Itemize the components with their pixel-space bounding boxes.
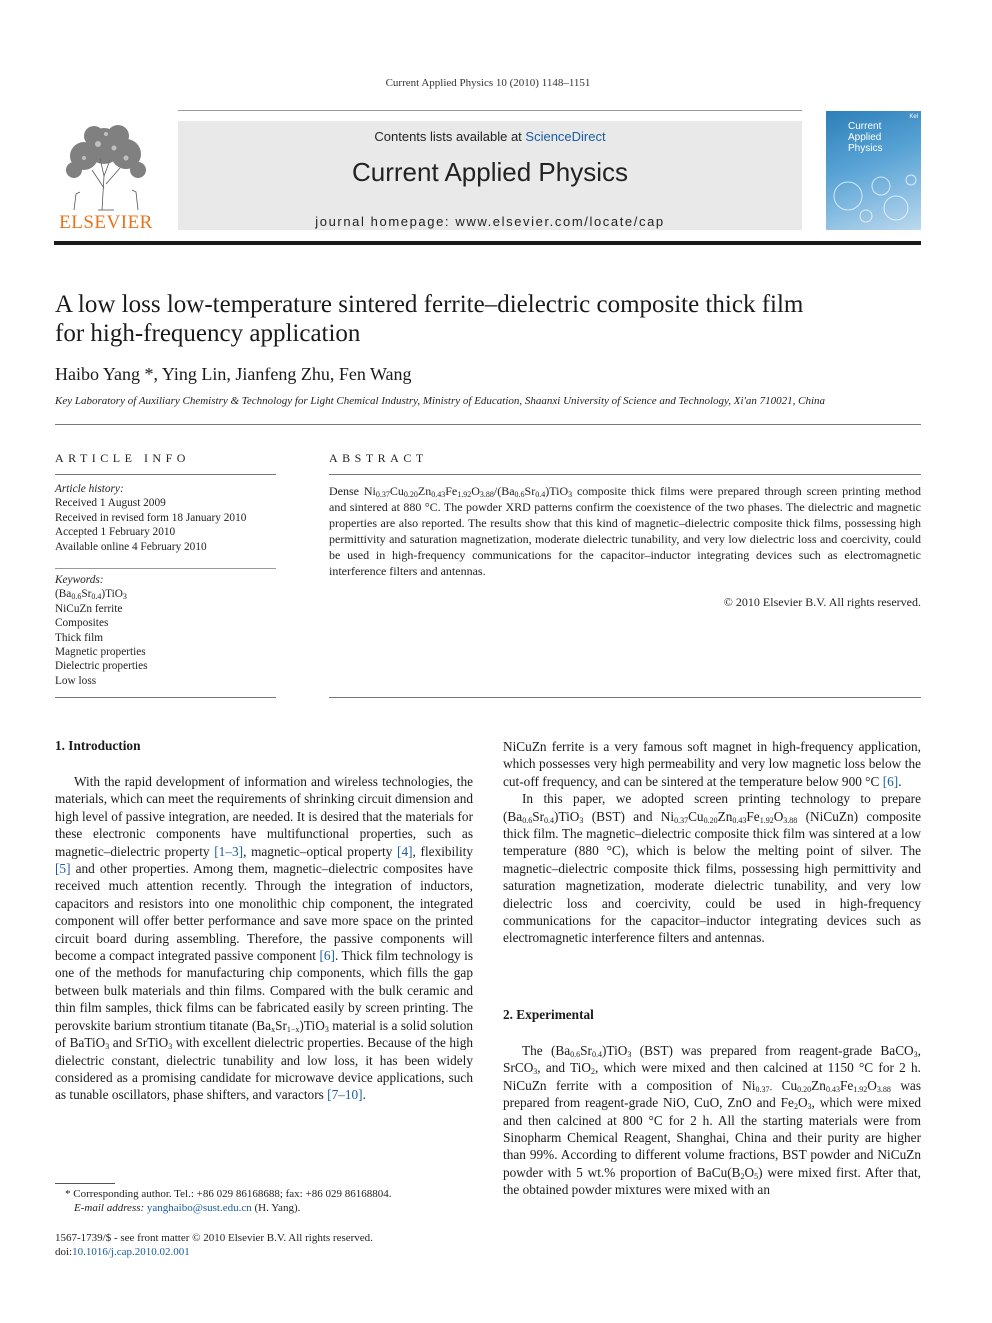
author-list: Haibo Yang *, Ying Lin, Jianfeng Zhu, Fen Wang	[55, 364, 412, 384]
article-info-bottom-rule	[55, 697, 276, 698]
section-heading-introduction: 1. Introduction	[55, 738, 141, 753]
cover-bubbles-icon	[826, 166, 921, 230]
email-suffix: (H. Yang).	[251, 1202, 301, 1214]
citation-link[interactable]: [6]	[882, 773, 899, 789]
email-label: E-mail address:	[74, 1202, 147, 1214]
email-link[interactable]: yanghaibo@sust.edu.cn	[146, 1202, 252, 1214]
citation-link[interactable]: [7–10]	[327, 1087, 363, 1103]
sciencedirect-link[interactable]: ScienceDirect	[525, 129, 606, 144]
contents-line	[178, 129, 802, 144]
corresponding-author-note: * Corresponding author. Tel.: +86 029 86168688; fax: +86 029 86168804.	[65, 1188, 392, 1200]
footnote	[55, 1187, 475, 1215]
citation-link[interactable]: [6]	[319, 948, 335, 964]
citation-link[interactable]: [5]	[55, 861, 71, 877]
history-item: Accepted 1 February 2010	[55, 526, 176, 539]
abstract-heading: ABSTRACT	[329, 451, 428, 465]
tree-logo-icon	[54, 118, 158, 214]
journal-homepage[interactable]: journal homepage: www.elsevier.com/locate/cap	[315, 214, 665, 229]
doi-link[interactable]: 10.1016/j.cap.2010.02.001	[72, 1246, 190, 1258]
article-title	[55, 290, 925, 348]
keyword-item: Magnetic properties	[55, 646, 146, 659]
keywords-rule	[55, 568, 276, 569]
history-item: Received 1 August 2009	[55, 497, 166, 510]
journal-name: Current Applied Physics	[351, 157, 629, 187]
title-rule	[55, 424, 921, 425]
title-line: for high-frequency application	[55, 320, 361, 347]
article-info-rule	[55, 474, 276, 475]
article-info-heading: ARTICLE INFO	[55, 451, 190, 465]
footnote-rule	[55, 1183, 115, 1184]
section-heading-experimental: 2. Experimental	[503, 1007, 594, 1022]
keyword-item: Thick film	[55, 631, 104, 644]
introduction-continued: NiCuZn ferrite is a very famous soft magnet in high-frequency application, which possesses very high permeability and very low magnetic loss below the cut-off frequency, and can be sintered at the temperature below 900 °C [6]. In this paper, we adopted screen printing technology to prepare $(Ba_{0.6}Sr_{0.4})TiO_3$ (BST) and $Ni_{0.37}Cu_{0.20}Zn_{0.43}Fe_{1.92}O_{3.88}$ (NiCuZn) composite thick film. The magnetic–dielectric composite thick film was sintered at a low temperature (880 °C), which is below the melting point of silver. The magnetic–dielectric composite thick films, possessing high permittivity and saturation magnetization, moderate dielectric tunability, and very low dielectric loss and coercivity, could be used in high-frequency communications for the capacitor–inductor integrating devices such as electromagnetic interference filters and antennas.	[503, 739, 921, 946]
history-label: Article history:	[55, 483, 124, 495]
doi-prefix: doi:	[55, 1246, 73, 1258]
abstract-rule	[329, 474, 921, 475]
cover-title	[848, 121, 882, 154]
abstract-text: Dense $Ni_{0.37}Cu_{0.20}Zn_{0.43}Fe_{1.92}O_{3.88}/(Ba_{0.6}Sr_{0.4})TiO_3$ composite thick films were prepared through screen printing method and sintered at 880 °C. The powder XRD patterns confirm the coexistence of the two phases. The dielectric and magnetic properties are also reported. The results show that this kind of magnetic–dielectric composite thick films, possessing high permittivity and saturation magnetization, moderate dielectric tunability, and very low dielectric loss and coercivity, could be used in high-frequency communications for the capacitor–inductor integrating devices such as electromagnetic interference filters and antennas.	[329, 484, 921, 578]
history-item: Received in revised form 18 January 2010	[55, 511, 247, 524]
citation-link[interactable]: [4]	[397, 843, 413, 859]
keyword-item: NiCuZn ferrite	[55, 602, 123, 615]
keyword-item: Dielectric properties	[55, 660, 148, 673]
cover-publisher: Kel	[909, 114, 918, 120]
email-note	[55, 1201, 475, 1215]
article-history	[55, 482, 276, 554]
journal-cover[interactable]	[826, 111, 921, 230]
history-item: Available online 4 February 2010	[55, 540, 207, 553]
cover-title-line: Current	[848, 121, 882, 132]
affiliation: Key Laboratory of Auxiliary Chemistry & Technology for Light Chemical Industry, Ministry of Education, Shaanxi University of Science and Technology, Xi'an 710021, China	[55, 395, 826, 407]
front-matter-info	[55, 1231, 475, 1259]
keywords	[55, 573, 276, 688]
journal-banner	[178, 121, 802, 230]
citation-link[interactable]: [1–3]	[214, 843, 244, 859]
doi-line	[55, 1245, 475, 1259]
issn-line: 1567-1739/$ - see front matter © 2010 Elsevier B.V. All rights reserved.	[55, 1232, 373, 1244]
title-line: A low loss low-temperature sintered ferrite–dielectric composite thick film	[55, 291, 804, 318]
introduction-paragraph: With the rapid development of information and wireless technologies, the materials, which can meet the requirements of shrinking circuit dimension and high level of passive integration, are needed. It is desired that the materials for these electronic components have multifunctional properties, such as magnetic–dielectric property [1–3], magnetic–optical property [4], flexibility [5] and other properties. Among them, magnetic–dielectric composites have received much attention recently. Through the integration of inductors, capacitors and resistors into one monolithic chip component, the integrated component will offer better performance and save more space on the printed circuit board during assembling. Therefore, the passive components will become a compact integrated passive component [6]. Thick film technology is one of the methods for manufacturing chip components, which fills the gap between bulk materials and thin films. Compared with the bulk ceramic and thin film samples, thick films can be fabricated easily by screen printing. The perovskite barium strontium titanate $(Ba_xSr_{1-x})TiO_3$ material is a solid solution of BaTiO$_3$ and SrTiO$_3$ with excellent dielectric properties. Because of the high dielectric constant, dielectric tunability and low loss, it has been widely considered as a promising candidate for microwave device applications, such as tunable oscillators, phase shifters, and varactors [7–10].	[55, 774, 474, 1103]
abstract-copyright: © 2010 Elsevier B.V. All rights reserved.	[723, 595, 921, 609]
header-rule	[178, 110, 802, 111]
abstract-bottom-rule	[329, 697, 921, 698]
keywords-label: Keywords:	[55, 574, 104, 586]
contents-prefix: Contents lists available at	[374, 129, 526, 144]
cover-title-line: Physics	[848, 143, 883, 154]
header-thick-rule	[54, 241, 921, 245]
experimental-paragraph: The $(Ba_{0.6}Sr_{0.4})TiO_3$ (BST) was prepared from reagent-grade BaCO$_3$, SrCO$_3$, and TiO$_2$, which were mixed and then calcined at 1150 °C for 2 h. NiCuZn ferrite with a composition of $Ni_{0.37-}$ $Cu_{0.20}Zn_{0.43}Fe_{1.92}O_{3.88}$ was prepared from reagent-grade NiO, CuO, ZnO and $Fe_2O_3$, which were mixed and then calcined at 800 °C for 2 h. All the starting materials were from Sinopharm Chemical Reagent, Shanghai, China and their purity are higher than 99%. According to different volume fractions, BST powder and NiCuZn powder with 5 wt.% proportion of $BaCu(B_2O_5)$ were mixed first. After that, the obtained powder mixtures were mixed with an	[503, 1043, 921, 1198]
elsevier-logo[interactable]	[54, 118, 158, 234]
journal-citation: Current Applied Physics 10 (2010) 1148–1151	[385, 77, 591, 89]
keyword-item: Low loss	[55, 674, 97, 687]
elsevier-wordmark: ELSEVIER	[59, 212, 153, 233]
keyword-item: Composites	[55, 617, 109, 630]
keyword-item: $(Ba_{0.6}Sr_{0.4})TiO_3$	[55, 588, 127, 602]
cover-title-line: Applied	[848, 132, 882, 143]
